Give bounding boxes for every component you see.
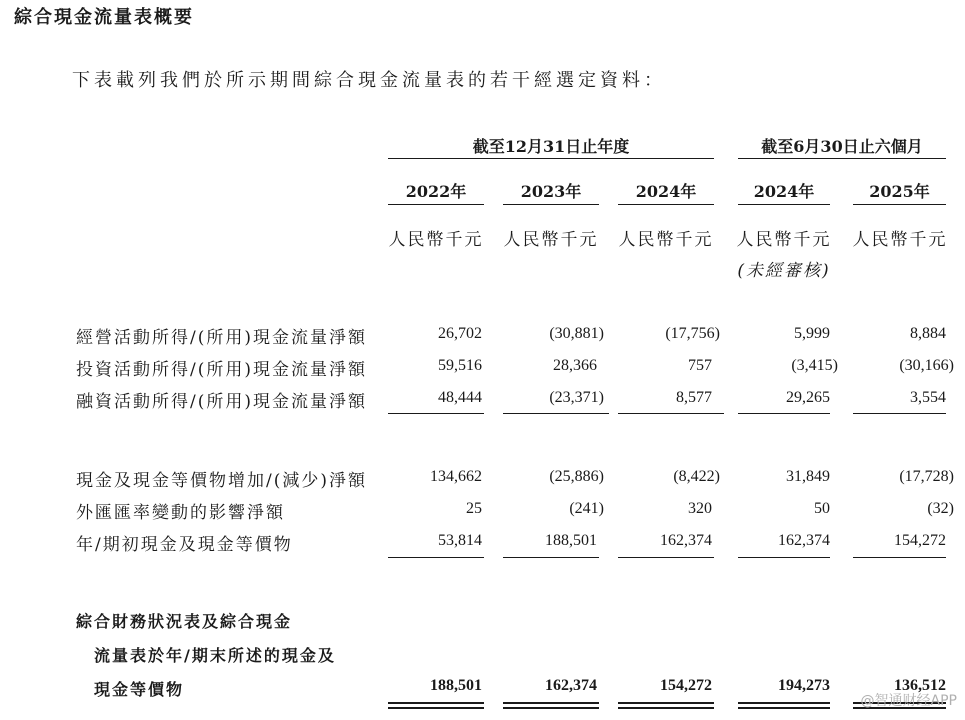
table-cell: 154,272 <box>894 532 946 549</box>
year-rule <box>503 204 599 205</box>
subtotal-rule <box>388 413 484 414</box>
table-cell: 8,884 <box>910 325 946 342</box>
table-cell: 757 <box>688 357 712 374</box>
total-label-line-3: 現金等價物 <box>94 680 185 699</box>
subtotal-rule <box>853 557 946 558</box>
table-cell: 28,366 <box>553 357 597 374</box>
table-cell: 26,702 <box>438 325 482 342</box>
year-2024: 2024年 <box>635 182 697 201</box>
unit-label: 人民幣千元 <box>736 230 832 250</box>
table-cell: 320 <box>688 500 712 517</box>
group-label-interim: 截至6月30日止六個月 <box>761 137 923 156</box>
table-cell: 188,501 <box>545 532 597 549</box>
row-label-opening-cash: 年/期初現金及現金等價物 <box>76 535 293 555</box>
table-cell: 162,374 <box>778 532 830 549</box>
year-rule <box>738 204 830 205</box>
row-label-fx-effect: 外匯匯率變動的影響淨額 <box>76 503 285 523</box>
unit-label: 人民幣千元 <box>388 230 484 250</box>
table-cell: 5,999 <box>794 325 830 342</box>
table-cell: 48,444 <box>438 389 482 406</box>
table-cell: (3,415) <box>791 357 838 374</box>
year-rule <box>388 204 484 205</box>
total-cell: 194,273 <box>778 677 830 694</box>
table-cell: (241) <box>569 500 604 517</box>
table-cell: 8,577 <box>676 389 712 406</box>
subtotal-rule <box>503 413 609 414</box>
total-double-rule <box>618 707 714 709</box>
table-cell: 3,554 <box>910 389 946 406</box>
subtotal-rule <box>618 557 714 558</box>
total-cell: 188,501 <box>430 677 482 694</box>
year-2022: 2022年 <box>405 182 467 201</box>
total-double-rule <box>618 702 714 704</box>
total-cell: 162,374 <box>545 677 597 694</box>
total-double-rule <box>503 707 599 709</box>
group-label-annual: 截至12月31日止年度 <box>472 137 630 156</box>
subtotal-rule <box>738 557 830 558</box>
subtotal-rule <box>853 413 946 414</box>
total-label-line-2: 流量表於年/期末所述的現金及 <box>94 646 336 665</box>
year-rule <box>853 204 946 205</box>
table-cell: 31,849 <box>786 468 830 485</box>
watermark-logo: @智通财经APP <box>860 693 957 709</box>
year-2024-interim: 2024年 <box>753 182 815 201</box>
table-cell: (8,422) <box>673 468 720 485</box>
table-cell: 162,374 <box>660 532 712 549</box>
subtotal-rule <box>503 557 599 558</box>
table-cell: 53,814 <box>438 532 482 549</box>
total-cell: 136,512 <box>894 677 946 694</box>
subtotal-rule <box>388 557 484 558</box>
unit-label: 人民幣千元 <box>618 230 714 250</box>
year-rule <box>618 204 714 205</box>
unaudited-note: (未經審核) <box>737 261 831 281</box>
section-heading: 綜合現金流量表概要 <box>14 7 194 28</box>
year-2023: 2023年 <box>520 182 582 201</box>
unit-label: 人民幣千元 <box>852 230 948 250</box>
subtotal-rule <box>618 413 724 414</box>
table-cell: (17,728) <box>899 468 954 485</box>
subtotal-rule <box>738 413 830 414</box>
total-label-line-1: 綜合財務狀況表及綜合現金 <box>76 612 293 631</box>
row-label-financing: 融資活動所得/(所用)現金流量淨額 <box>76 392 367 412</box>
group-rule-interim <box>738 158 946 159</box>
group-rule-annual <box>388 158 714 159</box>
total-double-rule <box>503 702 599 704</box>
intro-text: 下表載列我們於所示期間綜合現金流量表的若干經選定資料： <box>72 70 666 91</box>
row-label-operating: 經營活動所得/(所用)現金流量淨額 <box>76 328 367 348</box>
total-cell: 154,272 <box>660 677 712 694</box>
table-cell: 25 <box>466 500 482 517</box>
table-cell: (32) <box>927 500 954 517</box>
table-cell: (17,756) <box>665 325 720 342</box>
total-double-rule <box>738 702 830 704</box>
table-cell: 59,516 <box>438 357 482 374</box>
table-cell: 50 <box>814 500 830 517</box>
total-double-rule <box>388 707 484 709</box>
table-cell: (30,881) <box>549 325 604 342</box>
table-cell: 29,265 <box>786 389 830 406</box>
row-label-net-change: 現金及現金等價物增加/(減少)淨額 <box>76 471 367 491</box>
total-double-rule <box>388 702 484 704</box>
unit-label: 人民幣千元 <box>503 230 599 250</box>
table-cell: (30,166) <box>899 357 954 374</box>
year-2025-interim: 2025年 <box>869 182 930 201</box>
row-label-investing: 投資活動所得/(所用)現金流量淨額 <box>76 360 367 380</box>
table-cell: (25,886) <box>549 468 604 485</box>
total-double-rule <box>738 707 830 709</box>
table-cell: (23,371) <box>549 389 604 406</box>
table-cell: 134,662 <box>430 468 482 485</box>
